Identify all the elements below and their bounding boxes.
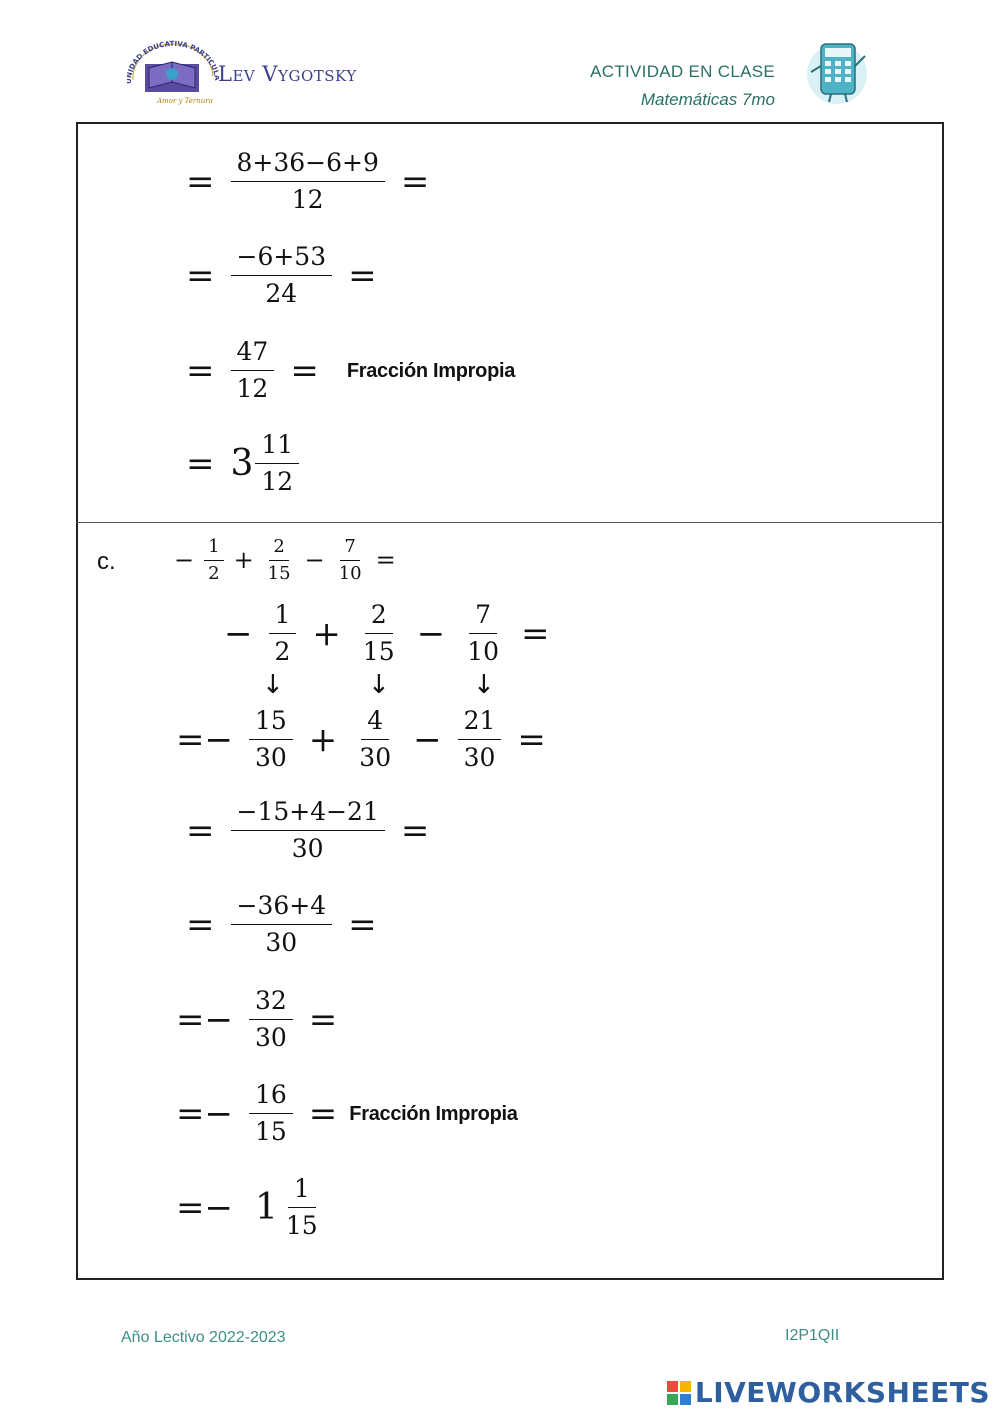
equals-minus-sign: =− <box>176 719 233 760</box>
fraction <box>269 600 297 667</box>
denominator: 12 <box>236 374 269 403</box>
equals-sign: = <box>186 904 215 945</box>
brand-name: LIVEWORKSHEETS <box>694 1376 990 1409</box>
fraction <box>231 797 385 864</box>
denominator: 15 <box>254 1117 287 1146</box>
down-arrow-icon: ↓ <box>368 670 390 700</box>
equals-sign: = <box>186 255 215 296</box>
fraction <box>280 1174 324 1241</box>
denominator: 30 <box>254 1023 287 1052</box>
fraction <box>255 430 299 497</box>
equals-sign: = <box>348 255 377 296</box>
down-arrow-icon: ↓ <box>262 670 284 700</box>
b-step-3 <box>176 337 515 404</box>
fraction <box>461 600 505 667</box>
equals-sign: = <box>308 999 338 1040</box>
numerator: 4 <box>361 706 389 740</box>
fraction <box>231 148 385 215</box>
subject-subtitle: Matemáticas 7mo <box>640 90 775 109</box>
equals-sign: = <box>186 350 215 391</box>
denominator: 24 <box>265 279 298 308</box>
c-step-sum <box>176 797 439 864</box>
school-logo-emblem <box>127 40 219 106</box>
denominator: 30 <box>265 928 298 957</box>
numerator: 15 <box>249 706 293 740</box>
svg-text:Amor y Ternura: Amor y Ternura <box>157 97 213 105</box>
liveworksheets-brand[interactable] <box>667 1376 990 1409</box>
minus-sign: − <box>174 546 195 575</box>
fraction <box>249 706 293 773</box>
numerator: 8+36−6+9 <box>231 148 385 182</box>
activity-title: ACTIVIDAD EN CLASE <box>590 62 775 81</box>
school-year-footer: Año Lectivo 2022-2023 <box>121 1329 286 1346</box>
minus-sign: − <box>413 719 442 760</box>
svg-text:UNIDAD EDUCATIVA PARTICULAR: IDAD EDUCATIVA PARTICU <box>127 40 219 74</box>
denominator: 30 <box>463 743 496 772</box>
denominator: 12 <box>261 467 294 496</box>
section-divider <box>76 522 943 523</box>
numerator: 7 <box>340 536 359 561</box>
fraction <box>231 337 275 404</box>
numerator: 1 <box>269 600 297 634</box>
numerator: 1 <box>204 536 223 561</box>
numerator: 2 <box>365 600 393 634</box>
denominator: 15 <box>267 562 291 584</box>
denominator: 30 <box>291 834 324 863</box>
numerator: 32 <box>249 986 293 1020</box>
minus-sign: − <box>416 613 446 654</box>
b-step-4 <box>176 430 305 497</box>
minus-sign: − <box>304 546 325 575</box>
down-arrow-icon: ↓ <box>473 670 495 700</box>
equals-sign: = <box>186 810 215 851</box>
fraction <box>249 986 293 1053</box>
school-name: Lev Vygotsky <box>218 62 357 86</box>
c-converted-expression <box>176 706 556 773</box>
numerator: 21 <box>458 706 502 740</box>
fraction <box>458 706 502 773</box>
numerator: 2 <box>269 536 288 561</box>
equals-minus-sign: =− <box>176 1093 233 1134</box>
equals-sign: = <box>186 161 215 202</box>
equals-sign: = <box>521 613 550 654</box>
fraction <box>231 242 333 309</box>
denominator: 10 <box>338 562 362 584</box>
fraction <box>204 536 223 584</box>
fraction <box>335 536 366 584</box>
minus-sign: − <box>224 613 253 654</box>
liveworksheets-logo-icon <box>667 1381 691 1405</box>
c-restated-expression <box>214 600 560 667</box>
b-step-2 <box>176 242 387 309</box>
denominator: 30 <box>254 743 287 772</box>
b-step-1 <box>176 148 439 215</box>
c-step-simplified <box>176 1080 518 1147</box>
exercise-label-c: c. <box>97 548 116 575</box>
fraction <box>264 536 295 584</box>
equals-sign: = <box>517 719 546 760</box>
c-step-result <box>176 986 347 1053</box>
equals-sign: = <box>400 810 430 851</box>
numerator: −15+4−21 <box>231 797 385 831</box>
fraction <box>357 600 401 667</box>
numerator: 1 <box>288 1174 316 1208</box>
numerator: −36+4 <box>231 891 333 925</box>
fraction <box>249 1080 293 1147</box>
calculator-mascot-icon <box>805 36 869 108</box>
plus-sign: + <box>312 613 341 654</box>
denominator: 12 <box>291 185 324 214</box>
denominator: 2 <box>208 562 220 584</box>
equals-sign: = <box>290 350 319 391</box>
equals-sign: = <box>308 1093 338 1134</box>
denominator: 15 <box>285 1211 318 1240</box>
denominator: 10 <box>467 637 500 666</box>
fraction <box>353 706 397 773</box>
whole-number: 3 <box>230 442 254 484</box>
equals-sign: = <box>186 443 215 484</box>
worksheet-code: I2P1QII <box>785 1327 840 1344</box>
equals-sign: = <box>400 161 430 202</box>
equals-sign: = <box>348 904 377 945</box>
equals-minus-sign: =− <box>176 999 233 1040</box>
c-problem-statement <box>168 536 402 584</box>
plus-sign: + <box>233 546 254 575</box>
plus-sign: + <box>308 719 338 760</box>
numerator: 47 <box>231 337 275 371</box>
c-step-mixed <box>176 1174 330 1241</box>
numerator: −6+53 <box>231 242 333 276</box>
fraction <box>231 891 333 958</box>
numerator: 11 <box>255 430 299 464</box>
denominator: 15 <box>362 637 395 666</box>
whole-number: 1 <box>254 1186 278 1228</box>
equals-minus-sign: =− <box>176 1187 233 1228</box>
denominator: 2 <box>274 637 291 666</box>
denominator: 30 <box>359 743 392 772</box>
c-step-combine <box>176 891 387 958</box>
improper-fraction-note: Fracción Impropia <box>346 359 516 382</box>
numerator: 7 <box>469 600 497 634</box>
numerator: 16 <box>249 1080 293 1114</box>
improper-fraction-note: Fracción Impropia <box>349 1102 518 1125</box>
equals-sign: = <box>375 546 396 575</box>
